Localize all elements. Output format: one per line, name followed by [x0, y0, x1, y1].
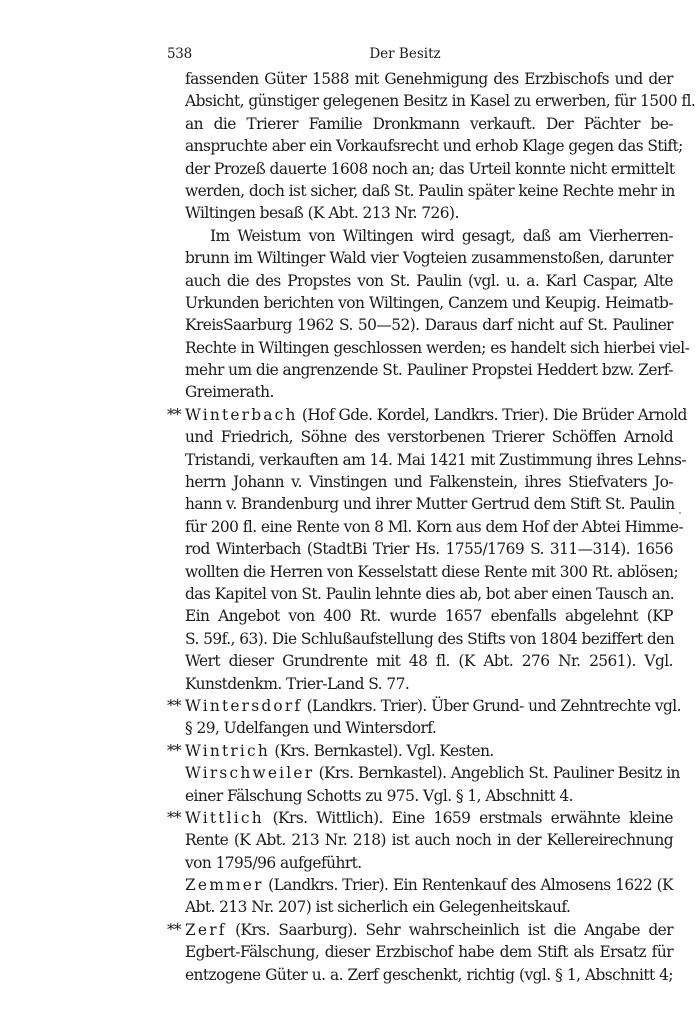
entry-headword: Wittlich [185, 808, 264, 827]
entry-text: (Landkrs. Trier). Über Grund- und Zehntrechte vgl. [302, 696, 682, 715]
entry-text: (Krs. Bernkastel). Angeblich St. Pauliner Besitz in [314, 764, 680, 783]
gazetteer-entry [185, 762, 680, 807]
text-line: von 1795/96 aufgeführt. [185, 853, 362, 872]
text-line: auch die des Propstes von St. Paulin (vgl. u. a. Karl Caspar, Alte [185, 271, 673, 290]
text-line: KreisSaarburg 1962 S. 50—52). Daraus darf nicht auf St. Pauliner [185, 316, 673, 335]
entry-first-line [185, 762, 680, 784]
text-line: einer Fälschung Schotts zu 975. Vgl. § 1, Abschnitt 4. [185, 786, 573, 805]
entry-headword: Zerf [185, 920, 227, 939]
entry-first-line [185, 874, 673, 896]
entry-text: (Hof Gde. Kordel, Landkrs. Trier). Die Brüder Arnold [297, 405, 687, 424]
entry-text: (Krs. Bernkastel). Vgl. Kesten. [269, 741, 494, 760]
text-line: Greimerath. [185, 383, 274, 402]
entry-text: (Krs. Wittlich). Eine 1659 erstmals erwähnte kleine [263, 808, 673, 827]
text-line: Kunstdenkm. Trier-Land S. 77. [185, 674, 410, 693]
entry-headword: Winterbach [185, 405, 298, 424]
paragraph [185, 68, 696, 225]
scan-speck [679, 512, 681, 514]
text-line: Wert dieser Grundrente mit 48 fl. (K Abt. 276 Nr. 2561). Vgl. [185, 652, 673, 671]
entry-headword: Wintrich [185, 741, 270, 760]
text-line: herrn Johann v. Vinstingen und Falkenstein, ihres Stiefvaters Jo- [185, 473, 673, 492]
text-line: Absicht, günstiger gelegenen Besitz in Kasel zu erwerben, für 1500 fl. [185, 92, 696, 111]
entry-first-line [167, 695, 682, 717]
double-asterisk-marker: ** [167, 405, 181, 424]
gazetteer-entry [167, 404, 687, 695]
text-line: wollten die Herren von Kesselstatt diese Rente mit 300 Rt. ablösen; [185, 562, 679, 581]
text-line: S. 59f., 63). Die Schlußaufstellung des Stifts von 1804 beziffert den [185, 629, 675, 648]
text-line: Urkunden berichten von Wiltingen, Canzem und Keupig. Heimatb- [185, 293, 673, 312]
text-line: § 29, Udelfangen und Wintersdorf. [185, 719, 437, 738]
double-asterisk-marker: ** [167, 920, 181, 939]
gazetteer-entry [167, 740, 673, 762]
entry-first-line [167, 404, 687, 426]
gazetteer-entry [185, 874, 673, 919]
text-line: der Prozeß dauerte 1608 noch an; das Urteil konnte nicht ermittelt [185, 159, 675, 178]
text-line: mehr um die angrenzende St. Pauliner Propstei Heddert bzw. Zerf- [185, 361, 673, 380]
double-asterisk-marker: ** [167, 808, 181, 827]
text-line: anspruchte aber ein Vorkaufsrecht und erhob Klage gegen das Stift; [185, 137, 683, 156]
entry-headword: Zemmer [185, 876, 264, 895]
paragraph [185, 225, 690, 404]
text-line: das Kapitel von St. Paulin lehnte dies ab, bot aber einen Tausch an. [185, 584, 675, 603]
gazetteer-entry [167, 919, 673, 986]
text-line: fassenden Güter 1588 mit Genehmigung des Erzbischofs und der [185, 70, 673, 88]
page-body [167, 68, 696, 986]
text-line: für 200 fl. eine Rente von 8 Ml. Korn aus dem Hof der Abtei Himme- [185, 517, 684, 536]
entry-first-line [167, 807, 673, 829]
entry-text: (Krs. Saarburg). Sehr wahrscheinlich ist die Angabe der [226, 920, 673, 939]
running-head: Der Besitz [369, 46, 441, 62]
page-number: 538 [167, 46, 192, 62]
gazetteer-entry [167, 695, 682, 740]
text-line: hann v. Brandenburg und ihrer Mutter Gertrud dem Stift St. Paulin [185, 495, 675, 514]
gazetteer-entry [167, 807, 673, 874]
double-asterisk-marker: ** [167, 741, 181, 760]
double-asterisk-marker: ** [167, 696, 181, 715]
text-line: Rente (K Abt. 213 Nr. 218) ist auch noch in der Kellereirechnung [185, 831, 673, 850]
text-line: an die Trierer Familie Dronkmann verkauft. Der Pächter be- [185, 114, 673, 133]
entry-first-line [167, 919, 673, 941]
entry-first-line [167, 740, 673, 762]
text-line: Egbert-Fälschung, dieser Erzbischof habe dem Stift als Ersatz für [185, 943, 673, 962]
entry-text: (Landkrs. Trier). Ein Rentenkauf des Almosens 1622 (K [263, 876, 673, 895]
text-line: Wiltingen besaß (K Abt. 213 Nr. 726). [185, 204, 459, 223]
text-line: rod Winterbach (StadtBi Trier Hs. 1755/1769 S. 311—314). 1656 [185, 540, 673, 559]
text-line: Tristandi, verkauften am 14. Mai 1421 mit Zustimmung ihres Lehns- [185, 450, 687, 469]
text-line: werden, doch ist sicher, daß St. Paulin später keine Rechte mehr in [185, 181, 675, 200]
text-line: Ein Angebot von 400 Rt. wurde 1657 ebenfalls abgelehnt (KP [185, 607, 673, 626]
text-line: Rechte in Wiltingen geschlossen werden; es handelt sich hierbei viel- [185, 338, 690, 357]
text-line: Abt. 213 Nr. 207) ist sicherlich ein Gelegenheitskauf. [185, 898, 571, 917]
text-line: brunn im Wiltinger Wald vier Vogteien zusammenstoßen, darunter [185, 249, 673, 268]
entry-headword: Wintersdorf [185, 696, 303, 715]
text-line: und Friedrich, Söhne des verstorbenen Trierer Schöffen Arnold [185, 428, 673, 447]
text-line: entzogene Güter u. a. Zerf geschenkt, richtig (vgl. § 1, Abschnitt 4; [185, 965, 673, 984]
text-line: Im Weistum von Wiltingen wird gesagt, daß am Vierherren- [210, 226, 673, 245]
entry-headword: Wirschweiler [185, 764, 315, 783]
